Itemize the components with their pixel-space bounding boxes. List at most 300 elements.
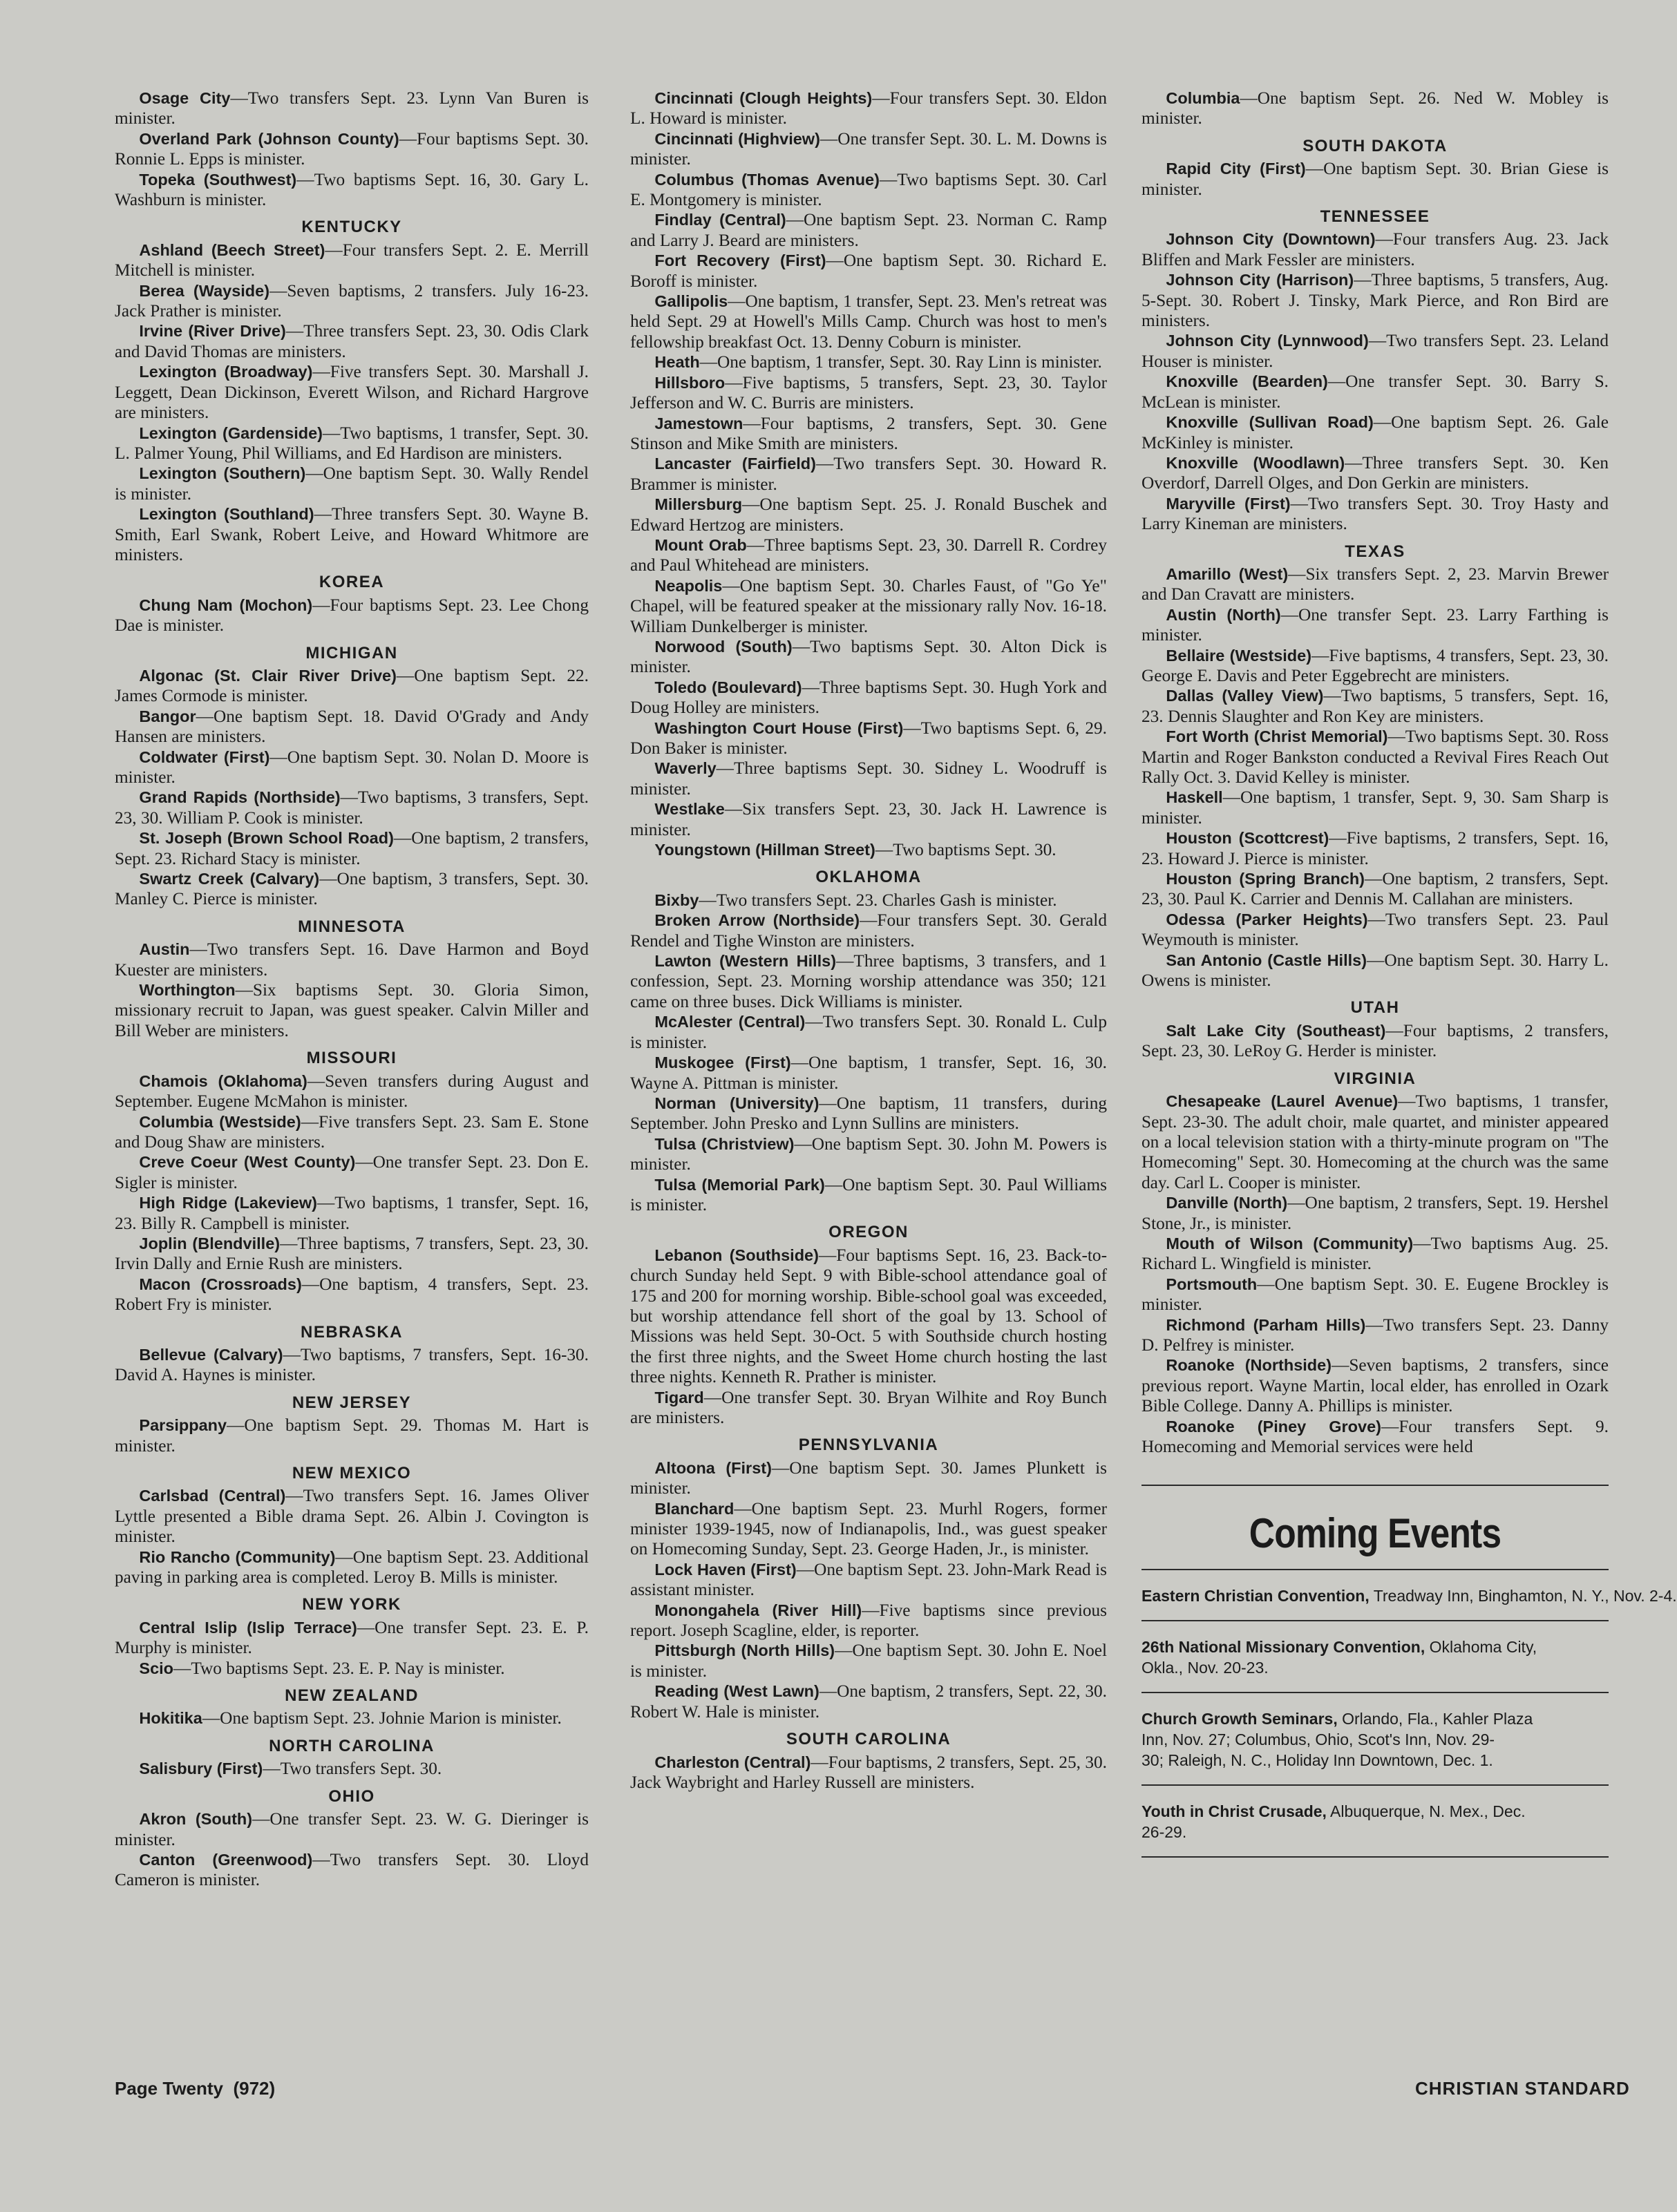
church-report: —Seven baptisms, 2 transfers. July 16-23. Jack Prather is minister. [115,280,589,321]
church-report: —Two baptisms Sept. 30. Carl E. Montgomery is minister. [630,169,1107,210]
event-detail: Okla., Nov. 20-23. [1141,1659,1269,1677]
church-report: —Two baptisms, 1 transfer, Sept. 16, 23. Billy R. Campbell is minister. [115,1193,589,1233]
church-entry [630,1388,1107,1429]
state-heading: KENTUCKY [301,218,402,237]
church-report: —Three transfers Sept. 30. Wayne B. Smith, Earl Swank, Robert Leive, and Howard Whitmore are ministers. [115,504,589,564]
church-name: Norwood (South) [654,637,793,656]
state-heading: PENNSYLVANIA [798,1436,939,1455]
church-entry [1141,788,1609,828]
church-entry [115,747,589,788]
church-entry [1141,1417,1609,1458]
church-report: —Two transfers Sept. 30. Ronald L. Culp is minister. [630,1012,1107,1052]
church-name: Muskogee (First) [654,1053,791,1072]
church-name: Dallas (Valley View) [1166,687,1324,705]
church-name: Heath [654,353,700,372]
church-name: Johnson City (Harrison) [1166,271,1354,289]
church-entry [630,414,1107,455]
church-name: Overland Park (Johnson County) [139,129,399,148]
church-name: Bellevue (Calvary) [139,1345,283,1364]
church-name: Salt Lake City (Southeast) [1166,1021,1386,1040]
church-name: Knoxville (Bearden) [1166,372,1328,391]
church-name: Lexington (Southland) [139,505,314,524]
church-report: —One baptism, 1 transfer, Sept. 9, 30. Sam Sharp is minister. [1141,788,1609,828]
church-report: —Five transfers Sept. 30. Marshall J. Leggett, Dean Dickinson, Everett Wilson, and Richard Hargrove are ministers. [115,362,589,423]
church-entry [1141,564,1609,605]
church-report: —Two transfers Sept. 30. [263,1759,442,1779]
event-detail: Orlando, Fla., Kahler Plaza [1337,1710,1533,1728]
church-report: —One baptism Sept. 23. Johnie Marion is minister. [202,1708,562,1728]
church-name: Austin [139,940,190,959]
church-name: Bellaire (Westside) [1166,646,1312,665]
church-report: —Four baptisms, 2 transfers, Sept. 25, 30. Jack Waybright and Harley Russell are ministers. [630,1752,1108,1792]
church-name: Columbus (Thomas Avenue) [654,170,880,189]
church-name: Bixby [654,890,699,909]
church-entry [630,910,1107,951]
event-item [1141,1692,1609,1784]
church-name: Millersburg [654,495,743,514]
church-entry [630,1053,1107,1094]
church-report: —One transfer Sept. 23. Don E. Sigler is minister. [115,1152,589,1192]
church-name: Austin (North) [1166,605,1281,624]
church-entry [630,1175,1107,1216]
church-report: —One baptism, 2 transfers, Sept. 23. Richard Stacy is minister. [115,828,589,868]
church-entry [1141,605,1609,646]
church-report: —One baptism, 1 transfer, Sept. 16, 30. Wayne A. Pittman is minister. [630,1053,1107,1093]
church-name: Knoxville (Sullivan Road) [1166,413,1374,432]
church-entry [630,951,1107,1012]
state-heading: MICHIGAN [305,643,398,662]
church-report: —One baptism, 1 transfer, Sept. 23. Men's retreat was held Sept. 29 at Howell's Mills Camp. Church was host to men's fellowship breakfast Oct. 13. Denny Coburn is minister. [630,292,1107,352]
church-report: —Five transfers Sept. 23. Sam E. Stone and Doug Shaw are ministers. [115,1112,589,1152]
church-report: —One baptism Sept. 30. Nolan D. Moore is minister. [115,747,589,787]
church-report: —Five baptisms since previous report. Joseph Scagline, elder, is reporter. [630,1600,1107,1641]
church-name: Norman (University) [654,1094,819,1112]
church-name: San Antonio (Castle Hills) [1166,951,1367,969]
church-name: Joplin (Blendville) [139,1234,281,1252]
church-entry [630,373,1107,414]
event-detail: 26-29. [1141,1823,1187,1842]
column-2 [630,88,1107,1793]
church-report: —One baptism Sept. 25. J. Ronald Buschek and Edward Hertzog are ministers. [630,495,1107,535]
church-entry [630,1499,1107,1560]
church-report: —One baptism Sept. 30. Richard E. Boroff is minister. [630,251,1107,291]
church-entry [630,637,1107,678]
state-heading: TENNESSEE [1320,207,1430,227]
church-entry [115,828,589,869]
church-name: Johnson City (Downtown) [1166,230,1376,249]
church-report: —One transfer Sept. 30. Bryan Wilhite and Roy Bunch are ministers. [630,1387,1107,1427]
church-name: Pittsburgh (North Hills) [654,1641,835,1660]
church-entry [115,1759,589,1779]
state-heading: MISSOURI [306,1049,397,1068]
event-name: Youth in Christ Crusade, [1141,1802,1327,1821]
church-report: —One baptism Sept. 26. Gale McKinley is minister. [1141,412,1609,452]
church-name: High Ridge (Lakeview) [139,1194,317,1212]
church-report: —One baptism Sept. 30. Harry L. Owens is minister. [1141,950,1609,991]
church-name: Lebanon (Southside) [654,1246,819,1264]
church-entry [630,840,1107,860]
church-entry [1141,453,1609,494]
church-name: Osage City [139,89,231,107]
church-name: Parsippany [139,1416,227,1435]
church-report: —Four transfers Sept. 30. Gerald Rendel and Tighe Winston are ministers. [630,910,1107,951]
church-entry [115,1547,589,1588]
church-name: Akron (South) [139,1810,253,1829]
church-report: —Two transfers Sept. 23. Lynn Van Buren is minister. [115,88,589,128]
church-name: Neapolis [654,576,723,595]
publication-name: CHRISTIAN STANDARD [1415,2078,1630,2099]
church-name: Hokitika [139,1709,202,1728]
church-name: Mouth of Wilson (Community) [1166,1234,1414,1252]
church-name: Algonac (St. Clair River Drive) [139,666,397,685]
church-entry [1141,1355,1609,1416]
church-name: Chesapeake (Laurel Avenue) [1166,1092,1399,1111]
church-entry [115,504,589,565]
church-report: —Four baptisms Sept. 16, 23. Back-to-church Sunday held Sept. 9 with Bible-school attendance goal of 175 and 200 for morning worship. Bible-school goal was exceeded, but worship attendance fell short of the goal by 13. School of Missions was held Sept. 30-Oct. 5 with Southside church hosting the first three nights, and the Sweet Home church hosting the last three nights. Kenneth R. Prather is minister. [630,1245,1108,1387]
church-entry [630,352,1107,372]
church-entry [115,1152,589,1193]
church-name: Chung Nam (Mochon) [139,595,313,614]
church-entry [630,759,1107,799]
church-name: Bangor [139,707,196,725]
church-name: Topeka (Southwest) [139,170,297,189]
event-name: Eastern Christian Convention, [1141,1587,1370,1605]
church-name: Toledo (Boulevard) [654,678,802,696]
church-report: —Four transfers Sept. 30. Eldon L. Howard is minister. [630,88,1108,128]
church-name: Danville (North) [1166,1194,1288,1212]
church-name: Columbia [1166,89,1240,107]
church-report: —One baptism Sept. 23. Norman C. Ramp and Larry J. Beard are ministers. [630,210,1107,250]
church-report: —Two baptisms, 7 transfers, Sept. 16-30. David A. Haynes is minister. [115,1344,589,1385]
church-report: —Three transfers Sept. 23, 30. Odis Clark and David Thomas are ministers. [115,321,589,361]
church-name: Creve Coeur (West County) [139,1153,356,1172]
church-name: Houston (Spring Branch) [1166,870,1365,888]
church-report: —One baptism Sept. 30. Paul Williams is minister. [630,1174,1107,1214]
church-entry [630,1753,1107,1793]
church-entry [115,1234,589,1275]
church-entry [630,535,1107,576]
church-entry [1141,828,1609,869]
church-report: —One baptism Sept. 23. John-Mark Read is assistant minister. [630,1559,1107,1600]
church-name: Lexington (Broadway) [139,363,313,381]
church-report: —One baptism Sept. 22. James Cormode is minister. [115,665,589,706]
state-heading: NEW YORK [302,1595,401,1614]
church-name: Lock Haven (First) [654,1560,797,1579]
church-entry [1141,1234,1609,1275]
church-entry [1141,869,1609,910]
church-name: Cincinnati (Highview) [654,129,820,148]
state-heading: TEXAS [1345,542,1405,561]
church-report: —Two transfers Sept. 23. Charles Gash is minister. [699,890,1057,910]
church-entry [115,980,589,1041]
church-name: Coldwater (First) [139,747,270,766]
church-name: Columbia (Westside) [139,1112,301,1131]
state-heading: MINNESOTA [298,917,406,936]
church-name: Lexington (Gardenside) [139,423,323,442]
church-name: Tulsa (Christview) [654,1134,795,1153]
church-name: Gallipolis [654,292,728,311]
church-report: —Three baptisms, 3 transfers, and 1 confession, Sept. 23. Morning worship attendance was 350; 121 came on three buses. Dick Williams is minister. [630,951,1107,1011]
church-name: Reading (West Lawn) [654,1682,819,1701]
church-name: Amarillo (West) [1166,564,1289,583]
church-name: Richmond (Parham Hills) [1166,1315,1366,1334]
event-detail: 30; Raleigh, N. C., Holiday Inn Downtown, Dec. 1. [1141,1751,1493,1770]
church-report: —Five baptisms, 5 transfers, Sept. 23, 30. Taylor Jefferson and W. C. Burris are ministers. [630,372,1107,413]
church-name: Macon (Crossroads) [139,1275,302,1293]
church-entry [1141,646,1609,687]
church-report: —Two baptisms Sept. 30. [875,840,1057,860]
church-name: Findlay (Central) [654,211,786,229]
church-entry [115,1071,589,1112]
church-entry [1141,951,1609,991]
church-entry [1141,229,1609,270]
church-report: —Four baptisms, 2 transfers, Sept. 30. Gene Stinson and Mike Smith are ministers. [630,413,1107,453]
church-name: Lawton (Western Hills) [654,952,837,971]
church-entry [630,1134,1107,1175]
church-report: —Two baptisms Sept. 30. Ross Martin and Roger Bankston conducted a Revival Fires Reach Out Rally Oct. 3. David Kelley is minister. [1141,727,1609,787]
church-report: —One baptism, 2 transfers, Sept. 22, 30. Robert W. Hale is minister. [630,1681,1107,1722]
church-entry [115,707,589,747]
church-entry [115,129,589,170]
column-3-entries [1141,88,1609,1457]
church-name: Rapid City (First) [1166,160,1306,178]
church-report: —Five baptisms, 4 transfers, Sept. 23, 30. George E. Davis and Peter Eggebrecht are ministers. [1141,645,1609,685]
church-report: —One baptism Sept. 30. E. Eugene Brockley is minister. [1141,1274,1609,1315]
church-entry [115,1659,589,1679]
church-entry [1141,159,1609,200]
church-name: Fort Worth (Christ Memorial) [1166,727,1388,746]
church-entry [115,1618,589,1659]
church-report: —Four baptisms Sept. 23. Lee Chong Dae is minister. [115,595,589,636]
church-entry [115,869,589,910]
state-heading: UTAH [1350,998,1400,1018]
church-report: —Three baptisms Sept. 30. Hugh York and Doug Holley are ministers. [630,677,1107,718]
church-entry [1141,1275,1609,1315]
church-report: —One baptism, 1 transfer, Sept. 30. Ray Linn is minister. [699,352,1102,372]
event-detail: Treadway Inn, Binghamton, N. Y., Nov. 2-4. [1369,1587,1677,1605]
church-entry [115,595,589,636]
church-entry [115,1112,589,1153]
event-item [1141,1620,1609,1692]
church-name: Central Islip (Islip Terrace) [139,1618,357,1637]
church-entry [630,799,1107,840]
events-bottom-rule [1141,1856,1609,1858]
church-entry [1141,88,1609,129]
church-name: Altoona (First) [654,1458,772,1477]
church-report: —Six transfers Sept. 23, 30. Jack H. Lawrence is minister. [630,799,1107,839]
church-entry [630,576,1107,637]
church-name: Maryville (First) [1166,494,1291,513]
church-report: —One baptism, 3 transfers, Sept. 30. Manley C. Pierce is minister. [115,869,589,909]
church-entry [115,1275,589,1315]
event-item [1141,1569,1677,1620]
church-report: —Two baptisms Sept. 6, 29. Don Baker is minister. [630,718,1107,758]
church-name: Portsmouth [1166,1275,1258,1293]
church-report: —Five baptisms, 2 transfers, Sept. 16, 23. Howard J. Pierce is minister. [1141,828,1609,868]
church-name: Hillsboro [654,373,726,392]
church-entry [115,240,589,281]
church-entry [1141,686,1609,727]
church-report: —Seven transfers during August and September. Eugene McMahon is minister. [115,1071,589,1112]
church-entry [630,1641,1107,1681]
state-heading: NEW JERSEY [292,1393,412,1412]
event-detail: Albuquerque, N. Mex., Dec. [1326,1802,1526,1821]
church-entry [630,129,1107,170]
state-heading: SOUTH DAKOTA [1302,136,1448,155]
church-entry [115,940,589,980]
church-report: —Two transfers Sept. 23. Danny D. Pelfrey is minister. [1141,1315,1609,1355]
church-report: —Three baptisms Sept. 30. Sidney L. Woodruff is minister. [630,759,1107,799]
church-name: Irvine (River Drive) [139,322,286,341]
church-entry [630,1246,1107,1388]
church-name: Blanchard [654,1499,735,1518]
church-entry [1141,1315,1609,1356]
church-entry [115,1345,589,1386]
church-name: Haskell [1166,788,1223,807]
event-detail: Oklahoma City, [1425,1638,1537,1657]
church-report: —Two transfers Sept. 23. Leland Houser is minister. [1141,331,1609,371]
church-entry [630,1012,1107,1053]
divider [1141,1485,1609,1486]
coming-events-title: Coming Events [1249,1510,1501,1557]
church-report: —Four transfers Sept. 2. E. Merrill Mitchell is minister. [115,240,589,280]
event-detail: Inn, Nov. 27; Columbus, Ohio, Scot's Inn, Nov. 29- [1141,1730,1495,1749]
church-entry [1141,910,1609,951]
church-name: Youngstown (Hillman Street) [654,841,875,859]
church-entry [1141,1021,1609,1062]
church-entry [115,281,589,322]
church-report: —Two baptisms Sept. 23. E. P. Nay is minister. [173,1658,505,1678]
church-entry [115,321,589,362]
church-report: —Two baptisms Sept. 30. Alton Dick is minister. [630,636,1107,677]
church-report: —One transfer Sept. 30. Barry S. McLean is minister. [1141,372,1609,412]
church-report: —One baptism, 4 transfers, Sept. 23. Robert Fry is minister. [115,1274,589,1315]
church-entry [115,464,589,504]
church-report: —Two baptisms, 1 transfer, Sept. 23-30. The adult choir, male quartet, and minister appeared on a local television station with a thirty-minute program on "The Homecoming" Sept. 30. Homecoming at the church was the same day. Carl L. Cooper is minister. [1141,1091,1609,1192]
church-name: Tigard [654,1388,704,1407]
church-report: —Six transfers Sept. 2, 23. Marvin Brewer and Dan Cravatt are ministers. [1141,564,1609,604]
church-entry [115,88,589,129]
page-number: Page Twenty (972) [115,2078,276,2099]
church-entry [1141,1091,1609,1193]
church-report: —One baptism Sept. 30. Charles Faust, of "Go Ye" Chapel, will be featured speaker at the missionary rally Nov. 16-18. William Dunkelberger is minister. [630,575,1107,636]
church-name: Lancaster (Fairfield) [654,455,816,473]
column-1 [115,88,589,1891]
events-list [1141,1569,1677,1856]
church-name: Jamestown [654,414,743,432]
church-name: Knoxville (Woodlawn) [1166,453,1345,472]
church-entry [115,666,589,707]
church-entry [115,1486,589,1547]
church-report: —One baptism Sept. 23. Additional paving in parking area is completed. Leroy B. Mills is minister. [115,1547,589,1588]
church-name: Mount Orab [654,535,747,554]
church-report: —One transfer Sept. 30. L. M. Downs is minister. [630,128,1107,169]
church-name: Cincinnati (Clough Heights) [654,89,873,107]
church-report: —Two baptisms Sept. 16, 30. Gary L. Washburn is minister. [115,169,589,210]
church-name: Monongahela (River Hill) [654,1601,862,1619]
church-name: Canton (Greenwood) [139,1850,313,1869]
church-name: St. Joseph (Brown School Road) [139,829,394,848]
church-name: Johnson City (Lynnwood) [1166,332,1369,350]
church-report: —One baptism, 11 transfers, during September. John Presko and Lynn Sullins are ministers. [630,1093,1107,1134]
church-report: —Two transfers Sept. 16. James Oliver Lyttle presented a Bible drama Sept. 26. Albin J. Covington is minister. [115,1486,589,1547]
church-name: Grand Rapids (Northside) [139,788,341,807]
church-report: —Six baptisms Sept. 30. Gloria Simon, missionary recruit to Japan, was guest speaker. Calvin Miller and Bill Weber are ministers. [115,980,589,1040]
church-report: —One transfer Sept. 23. Larry Farthing is minister. [1141,604,1609,645]
state-heading: NEW MEXICO [292,1464,412,1482]
church-report: —One transfer Sept. 23. E. P. Murphy is minister. [115,1617,589,1658]
church-report: —One baptism, 2 transfers, Sept. 19. Hershel Stone, Jr., is minister. [1141,1193,1609,1233]
church-report: —Two transfers Sept. 30. Howard R. Brammer is minister. [630,454,1107,494]
church-entry [630,678,1107,718]
church-entry [630,170,1107,211]
church-report: —One baptism Sept. 29. Thomas M. Hart is minister. [115,1415,589,1456]
church-entry [115,1193,589,1234]
church-entry [630,1601,1107,1641]
church-entry [1141,270,1609,331]
church-entry [630,890,1107,910]
coming-events [1141,1509,1677,1858]
church-name: Roanoke (Piney Grove) [1166,1417,1382,1436]
church-entry [115,1415,589,1456]
church-entry [1141,1193,1609,1234]
church-report: —Two transfers Sept. 23. Paul Weymouth is minister. [1141,909,1609,950]
state-heading: VIRGINIA [1334,1069,1417,1088]
church-name: Scio [139,1659,174,1677]
church-entry [1141,727,1609,788]
church-entry [630,210,1107,251]
church-name: Tulsa (Memorial Park) [654,1175,825,1194]
church-entry [630,718,1107,759]
church-entry [1141,494,1609,535]
church-report: —Four baptisms, 2 transfers, Sept. 23, 30. LeRoy G. Herder is minister. [1141,1020,1609,1061]
church-name: Broken Arrow (Northside) [654,911,860,930]
church-name: Roanoke (Northside) [1166,1356,1332,1375]
column-3 [1141,88,1677,1881]
church-entry [115,170,589,211]
church-report: —Four transfers Sept. 9. Homecoming and Memorial services were held [1141,1416,1609,1456]
church-name: Salisbury (First) [139,1760,263,1778]
church-entry [115,362,589,423]
event-item [1141,1784,1609,1856]
church-entry [630,1560,1107,1601]
church-name: Swartz Creek (Calvary) [139,870,320,888]
church-entry [115,1850,589,1891]
church-report: —One baptism Sept. 30. John E. Noel is minister. [630,1641,1107,1681]
church-entry [1141,412,1609,453]
church-name: Odessa (Parker Heights) [1166,910,1368,928]
church-name: Worthington [139,981,236,1000]
church-entry [115,1708,589,1728]
church-name: Carlsbad (Central) [139,1487,286,1505]
event-name: Church Growth Seminars, [1141,1710,1338,1728]
church-report: —One baptism Sept. 30. James Plunkett is minister. [630,1458,1107,1498]
church-name: Chamois (Oklahoma) [139,1071,307,1090]
church-name: Ashland (Beech Street) [139,240,325,259]
church-report: —Three transfers Sept. 30. Ken Overdorf, Darrell Olges, and Don Gerkin are ministers. [1141,452,1609,493]
church-entry [115,423,589,464]
state-heading: OHIO [328,1786,375,1806]
church-name: Lexington (Southern) [139,464,306,483]
church-entry [630,88,1107,129]
church-report: —Two baptisms Aug. 25. Richard L. Wingfield is minister. [1141,1233,1609,1274]
church-name: Rio Rancho (Community) [139,1547,336,1566]
church-entry [630,251,1107,292]
church-entry [1141,331,1609,372]
church-report: —Two transfers Sept. 30. Troy Hasty and Larry Kineman are ministers. [1141,493,1609,534]
church-report: —Three baptisms Sept. 23, 30. Darrell R. Cordrey and Paul Whitehead are ministers. [630,535,1107,575]
event-name: 26th National Missionary Convention, [1141,1638,1425,1657]
